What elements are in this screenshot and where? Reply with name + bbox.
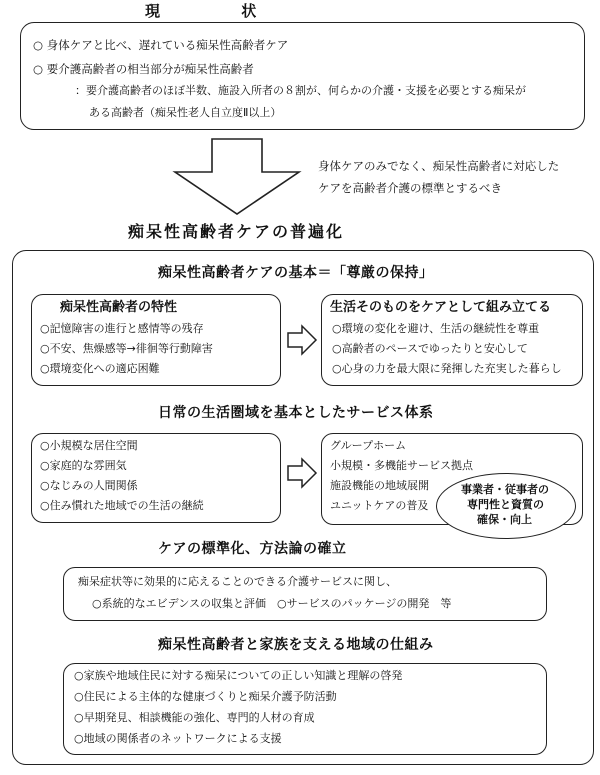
main-container (12, 250, 594, 765)
right-arrow-icon (286, 324, 318, 356)
characteristics-title: 痴呆性高齢者の特性 (60, 300, 178, 315)
living-space-item-4: ○住み慣れた地域での生活の継続 (40, 499, 204, 512)
arrow-note-line1: 身体ケアのみでなく、痴呆性高齢者に対応した (318, 159, 560, 173)
living-space-item-3: ○なじみの人間関係 (40, 479, 138, 492)
daily-life-care-item-3: ○心身の力を最大限に発揮した充実した暮らし (332, 362, 562, 375)
service-item-3: 施設機能の地域展開 (330, 479, 429, 492)
service-item-4: ユニットケアの普及 (330, 499, 429, 512)
status-detail-line2: ある高齢者（痴呆性老人自立度Ⅱ以上） (89, 106, 282, 119)
standardization-line2: ○系統的なエビデンスの収集と評価 ○サービスのパッケージの開発 等 (92, 597, 452, 610)
staff-quality-oval (436, 473, 576, 539)
living-space-item-1: ○小規模な居住空間 (40, 439, 138, 452)
down-arrow-icon (172, 138, 302, 216)
section2-heading: 日常の生活圏域を基本としたサービス体系 (158, 405, 434, 421)
daily-life-care-item-1: ○環境の変化を避け、生活の継続性を尊重 (332, 322, 540, 335)
characteristics-box (31, 294, 281, 386)
daily-life-care-item-2: ○高齢者のペースでゆったりと安心して (332, 342, 528, 355)
community-item-4: ○地域の関係者のネットワークによる支援 (74, 732, 282, 745)
community-support-box (63, 663, 547, 755)
current-status-box (20, 22, 585, 130)
main-title: 痴呆性高齢者ケアの普遍化 (128, 222, 345, 241)
characteristics-item-3: ○環境変化への適応困難 (40, 362, 160, 375)
characteristics-item-1: ○記憶障害の進行と感情等の残存 (40, 322, 204, 335)
oval-line-2: 専門性と資質の (467, 498, 544, 511)
standardization-line1: 痴呆症状等に効果的に応えることのできる介護サービスに関し、 (78, 575, 397, 588)
daily-life-care-box (321, 294, 583, 386)
status-item-1: ○ 身体ケアと比べ、遅れている痴呆性高齢者ケア (33, 38, 289, 52)
standardization-box (63, 567, 547, 621)
living-space-item-2: ○家庭的な雰囲気 (40, 459, 127, 472)
community-item-3: ○早期発見、相談機能の強化、専門的人材の育成 (74, 711, 315, 724)
characteristics-item-2: ○不安、焦燥感等→徘徊等行動障害 (40, 342, 213, 355)
community-item-1: ○家族や地域住民に対する痴呆についての正しい知識と理解の啓発 (74, 669, 403, 682)
living-space-box (31, 433, 281, 523)
right-arrow-icon (286, 457, 318, 489)
oval-line-1: 事業者・従事者の (461, 483, 549, 496)
section1-heading: 痴呆性高齢者ケアの基本＝「尊厳の保持」 (158, 265, 434, 281)
community-item-2: ○住民による主体的な健康づくりと痴呆介護予防活動 (74, 690, 337, 703)
status-detail-line1: ：要介護高齢者のほぼ半数、施設入所者の８割が、何らかの介護・支援を必要とする痴呆が (75, 84, 526, 97)
service-item-2: 小規模・多機能サービス拠点 (330, 459, 473, 472)
daily-life-care-title: 生活そのものをケアとして組み立てる (330, 300, 552, 315)
section3-heading: ケアの標準化、方法論の確立 (158, 541, 347, 557)
service-item-1: グループホーム (330, 439, 407, 452)
current-status-title: 現 状 (145, 2, 295, 20)
section4-heading: 痴呆性高齢者と家族を支える地域の仕組み (158, 637, 434, 653)
arrow-note-line2: ケアを高齢者介護の標準とするべき (318, 181, 502, 195)
status-item-2: ○ 要介護高齢者の相当部分が痴呆性高齢者 (33, 62, 254, 76)
oval-line-3: 確保・向上 (477, 513, 532, 526)
